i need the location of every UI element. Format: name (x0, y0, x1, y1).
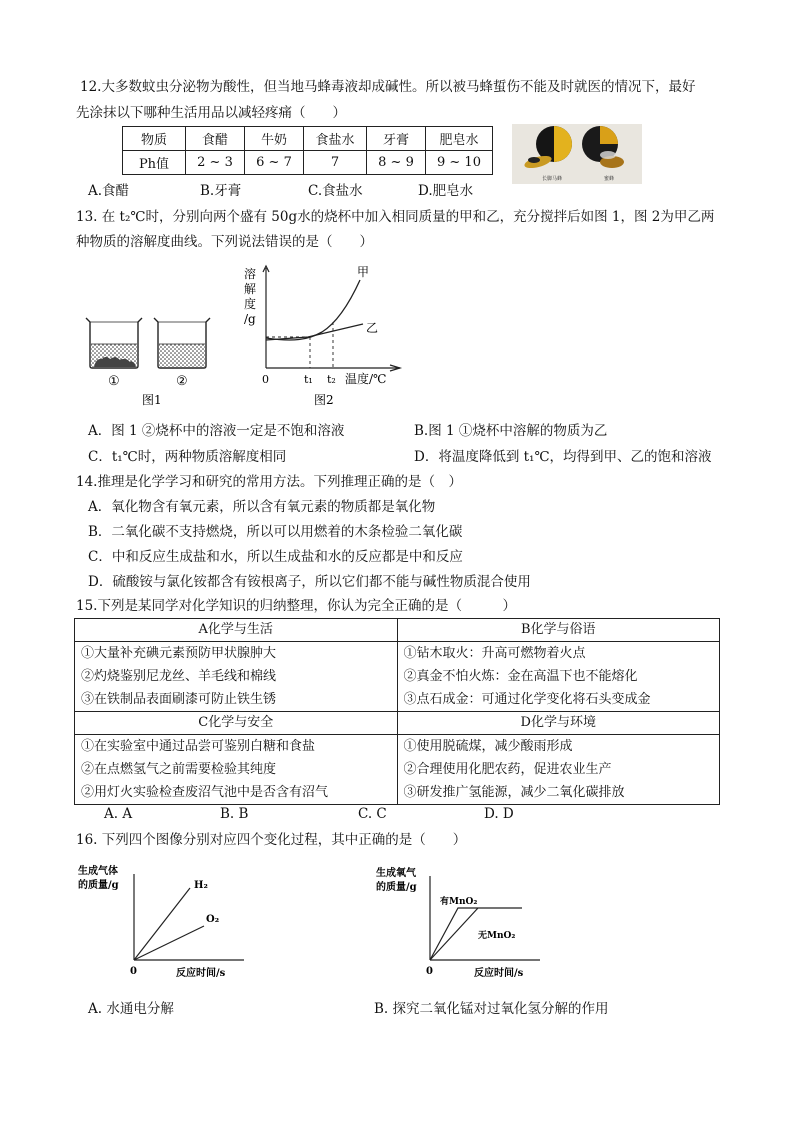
list-item: ①使用脱硫煤，减少酸雨形成 (403, 739, 573, 754)
figure-2-solubility-graph (238, 262, 408, 412)
table-cell: 肥皂水 (426, 127, 493, 151)
q16-caption-b[interactable]: B. 探究二氧化锰对过氧化氢分解的作用 (374, 1001, 609, 1017)
graph-t1: t₁ (304, 373, 313, 386)
curve-jia (266, 280, 360, 340)
list-item: ②用灯火实验检查废沼气池中是否含有沼气 (81, 785, 329, 800)
beaker-1-label: ① (108, 374, 120, 389)
cell-a-body (75, 642, 398, 712)
q13-option-b[interactable]: B.图 1 ①烧杯中溶解的物质为乙 (414, 423, 608, 439)
graph-a-line-o2 (134, 926, 204, 960)
q13-option-d[interactable]: D．将温度降低到 t₁℃，均得到甲、乙的饱和溶液 (414, 449, 712, 465)
graph-t2: t₂ (327, 373, 336, 386)
q13-stem-line1: 13. 在 t₂℃时，分别向两个盛有 50g水的烧杯中加入相同质量的甲和乙，充分搅拌后如图 1，图 2为甲乙两 (76, 209, 715, 225)
q15-knowledge-table (74, 618, 720, 805)
cell-c-body (75, 735, 398, 805)
figure-1-label: 图1 (142, 393, 162, 407)
graph-b-origin: 0 (426, 966, 433, 977)
table-cell: 食盐水 (304, 127, 367, 151)
ph-table (122, 126, 493, 175)
q15-stem: 15.下列是某同学对化学知识的归纳整理，你认为完全正确的是（ ） (76, 598, 516, 614)
q12-option-b[interactable]: B.牙膏 (200, 183, 242, 199)
q13-option-c[interactable]: C．t₁℃时，两种物质溶解度相同 (88, 449, 287, 465)
q16-stem: 16. 下列四个图像分别对应四个变化过程，其中正确的是（ ） (76, 832, 467, 848)
cell-a-title: A化学与生活 (75, 619, 398, 642)
photo-caption-wasp: 长脚马蜂 (542, 176, 563, 182)
q12-stem-line1: 12.大多数蚊虫分泌物为酸性，但当地马蜂毒液却成碱性。所以被马蜂蜇伤不能及时就医的情况下，最好 (80, 79, 696, 95)
graph-ylabel-2: 解 (244, 282, 257, 296)
q15-option-a[interactable]: A. A (104, 806, 133, 822)
table-cell: 8 ~ 9 (367, 151, 426, 175)
beaker-1 (86, 318, 142, 368)
q15-option-b[interactable]: B. B (220, 806, 249, 822)
q14-stem: 14.推理是化学学习和研究的常用方法。下列推理正确的是（ ） (76, 474, 462, 490)
q13-option-a[interactable]: A．图 1 ②烧杯中的溶液一定是不饱和溶液 (88, 423, 345, 439)
graph-b-series-without: 无MnO₂ (478, 931, 516, 941)
series-jia-label: 甲 (357, 265, 370, 279)
table-cell: 2 ~ 3 (186, 151, 245, 175)
table-cell: 食醋 (186, 127, 245, 151)
graph-ylabel-4: /g (244, 312, 256, 326)
list-item: ②真金不怕火炼：金在高温下也不能熔化 (403, 669, 638, 684)
q14-option-c[interactable]: C．中和反应生成盐和水，所以生成盐和水的反应都是中和反应 (88, 549, 463, 565)
table-cell: 牛奶 (245, 127, 304, 151)
cell-d-body (397, 735, 720, 805)
table-cell: 6 ~ 7 (245, 151, 304, 175)
graph-a-origin: 0 (130, 966, 137, 977)
q14-option-d[interactable]: D．硫酸铵与氯化铵都含有铵根离子，所以它们都不能与碱性物质混合使用 (88, 574, 531, 590)
beaker-2-label: ② (176, 374, 188, 389)
ph-table-value-row (123, 151, 493, 175)
list-item: ②灼烧鉴别尼龙丝、羊毛线和棉线 (81, 669, 277, 684)
list-item: ③在铁制品表面刷漆可防止铁生锈 (81, 692, 277, 707)
cell-b-title: B化学与俗语 (397, 619, 720, 642)
q16-caption-a[interactable]: A. 水通电分解 (88, 1001, 174, 1017)
table-cell: 牙膏 (367, 127, 426, 151)
cell-b-body (397, 642, 720, 712)
cell-d-title: D化学与环境 (397, 712, 720, 735)
figure-2-label: 图2 (314, 393, 334, 407)
graph-origin: 0 (262, 373, 269, 386)
ph-table-header-row (123, 127, 493, 151)
graph-a-ylabel-2: 的质量/g (78, 880, 119, 891)
figure-1-beakers (80, 310, 230, 410)
list-item: ①在实验室中通过品尝可鉴别白糖和食盐 (81, 739, 316, 754)
graph-b-ylabel-2: 的质量/g (376, 882, 417, 893)
graph-b-mno2 (374, 862, 554, 992)
list-item: ③研发推广氢能源，减少二氧化碳排放 (403, 785, 625, 800)
q15-option-d[interactable]: D. D (484, 806, 514, 822)
q14-option-b[interactable]: B．二氧化碳不支持燃烧，所以可以用燃着的木条检验二氧化碳 (88, 524, 463, 540)
curve-yi (266, 324, 363, 340)
list-item: ①钻木取火：升高可燃物着火点 (403, 646, 586, 661)
beaker-2 (154, 318, 210, 368)
graph-a-ylabel-1: 生成气体 (78, 866, 118, 877)
graph-a-line-h2 (134, 888, 190, 960)
table-cell: 7 (304, 151, 367, 175)
list-item: ②在点燃氢气之前需要检验其纯度 (81, 762, 277, 777)
photo-caption-bee: 蜜蜂 (604, 176, 615, 182)
list-item: ①大量补充碘元素预防甲状腺肿大 (81, 646, 277, 661)
bee-photo (512, 124, 642, 184)
graph-ylabel-1: 溶 (244, 267, 257, 281)
graph-a-xlabel: 反应时间/s (176, 968, 226, 979)
q12-option-c[interactable]: C.食盐水 (308, 183, 363, 199)
q12-option-d[interactable]: D.肥皂水 (418, 183, 474, 199)
table-cell: 物质 (123, 127, 186, 151)
graph-a-electrolysis (76, 860, 256, 990)
q15-option-c[interactable]: C. C (358, 806, 387, 822)
q13-stem-line2: 种物质的溶解度曲线。下列说法错误的是（ ） (76, 234, 373, 250)
graph-b-series-with: 有MnO₂ (440, 897, 478, 907)
list-item: ②合理使用化肥农药，促进农业生产 (403, 762, 612, 777)
series-yi-label: 乙 (366, 321, 379, 335)
table-cell: 9 ~ 10 (426, 151, 493, 175)
q14-option-a[interactable]: A．氧化物含有氧元素，所以含有氧元素的物质都是氧化物 (88, 499, 436, 515)
list-item: ③点石成金：可通过化学变化将石头变成金 (403, 692, 651, 707)
graph-xlabel: 温度/℃ (345, 372, 387, 386)
graph-b-ylabel-1: 生成氧气 (376, 868, 416, 879)
graph-a-series-h2: H₂ (194, 880, 208, 891)
table-cell: Ph值 (123, 151, 186, 175)
graph-ylabel-3: 度 (244, 297, 257, 311)
graph-b-xlabel: 反应时间/s (474, 968, 524, 979)
q12-stem-line2: 先涂抹以下哪种生活用品以减轻疼痛（ ） (76, 105, 346, 121)
q12-option-a[interactable]: A.食醋 (88, 183, 130, 199)
graph-a-series-o2: O₂ (206, 914, 220, 925)
cell-c-title: C化学与安全 (75, 712, 398, 735)
bee-illustration (512, 124, 642, 184)
